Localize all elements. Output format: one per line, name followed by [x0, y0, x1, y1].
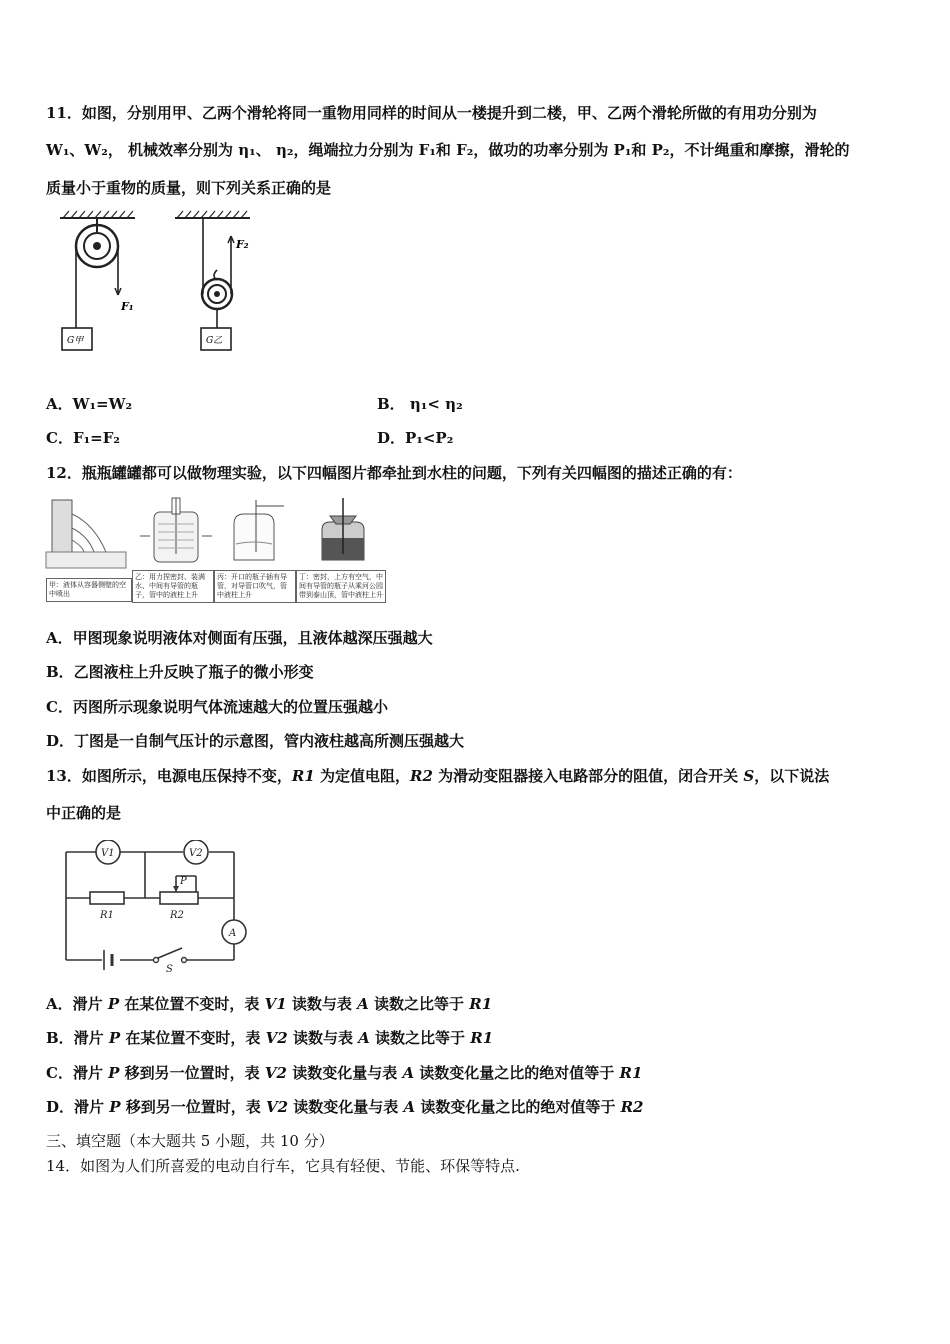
caption-ding: 丁：密封，上方有空气，中间有导管的瓶子从乘河公园带到泰山顶，管中液柱上升: [296, 570, 386, 603]
q11-option-d[interactable]: D．P₁<P₂: [377, 429, 454, 447]
bottles-figure: [44, 494, 384, 612]
label-p: P: [180, 876, 187, 887]
label-g1: G甲: [67, 336, 84, 346]
caption-bing: 丙：开口的瓶子插有导管，对导管口吹气，管中液柱上升: [214, 570, 296, 603]
figure-ding: [322, 498, 364, 560]
q12-stem: 12．瓶瓶罐罐都可以做物理实验，以下四幅图片都牵扯到水柱的问题，下列有关四幅图的描述正确的有：: [46, 464, 742, 482]
q13-option-a[interactable]: A．滑片 P 在某位置不变时，表 V1 读数与表 A 读数之比等于 R1: [46, 995, 493, 1013]
caption-jia: 甲：液体从容器侧壁的空中喷出: [46, 578, 132, 602]
label-v1: V1: [101, 848, 115, 859]
q12-option-a[interactable]: A．甲图现象说明液体对侧面有压强，且液体越深压强越大: [46, 629, 433, 647]
q13-stem-line1: 13．如图所示，电源电压保持不变，R1 为定值电阻，R2 为滑动变阻器接入电路部分的阻值，闭合开关 S，以下说法: [46, 767, 830, 785]
resistor-r1: [90, 892, 124, 904]
label-v2: V2: [189, 848, 203, 859]
label-r2: R2: [170, 910, 184, 921]
q11-stem-line3: 质量小于重物的质量，则下列关系正确的是: [46, 179, 332, 197]
label-a: A: [229, 928, 237, 939]
label-s: S: [166, 964, 173, 975]
bottles-illustration: [44, 494, 384, 574]
q12-option-d[interactable]: D．丁图是一自制气压计的示意图，管内液柱越高所测压强越大: [46, 732, 465, 750]
section-3-heading: 三、填空题（本大题共 5 小题，共 10 分）: [46, 1132, 334, 1150]
q11-stem-line2: W₁、W₂， 机械效率分别为 η₁、 η₂，绳端拉力分别为 F₁和 F₂，做功的功率分别为 P₁和 P₂，不计绳重和摩擦，滑轮的: [46, 141, 850, 159]
label-f1: F₁: [121, 300, 134, 313]
q11-stem-line1: 11．如图，分别用甲、乙两个滑轮将同一重物用同样的时间从一楼提升到二楼，甲、乙两个滑轮所做的有用功分别为: [46, 104, 817, 122]
q12-option-c[interactable]: C．丙图所示现象说明气体流速越大的位置压强越小: [46, 698, 388, 716]
figure-jia: [46, 500, 126, 568]
movable-pulley-diagram: [175, 211, 250, 350]
pulley-figure: [55, 210, 275, 360]
q11-option-c[interactable]: C．F₁=F₂: [46, 429, 120, 447]
q11-option-b[interactable]: B． η₁< η₂: [377, 395, 463, 413]
figure-yi: [140, 498, 212, 562]
q11-option-a[interactable]: A．W₁=W₂: [46, 395, 133, 413]
q13-option-d[interactable]: D．滑片 P 移到另一位置时，表 V2 读数变化量与表 A 读数变化量之比的绝对值等于 R2: [46, 1098, 644, 1116]
caption-yi: 乙：用力捏密封、装满水、中间有导管的瓶子，管中的液柱上升: [132, 570, 214, 603]
resistor-r2: [160, 892, 198, 904]
label-r1: R1: [100, 910, 114, 921]
q14-stem: 14．如图为人们所喜爱的电动自行车，它具有轻便、节能、环保等特点.: [46, 1157, 520, 1175]
figure-bing: [234, 500, 284, 560]
q13-stem-line2: 中正确的是: [46, 804, 122, 822]
q13-option-b[interactable]: B．滑片 P 在某位置不变时，表 V2 读数与表 A 读数之比等于 R1: [46, 1029, 494, 1047]
label-f2: F₂: [236, 238, 249, 251]
q12-option-b[interactable]: B．乙图液柱上升反映了瓶子的微小形变: [46, 663, 314, 681]
fixed-pulley-diagram: [60, 211, 135, 350]
circuit-figure: [58, 840, 258, 975]
q13-option-c[interactable]: C．滑片 P 移到另一位置时，表 V2 读数变化量与表 A 读数变化量之比的绝对值等于 R1: [46, 1064, 643, 1082]
label-g2: G乙: [206, 336, 223, 346]
